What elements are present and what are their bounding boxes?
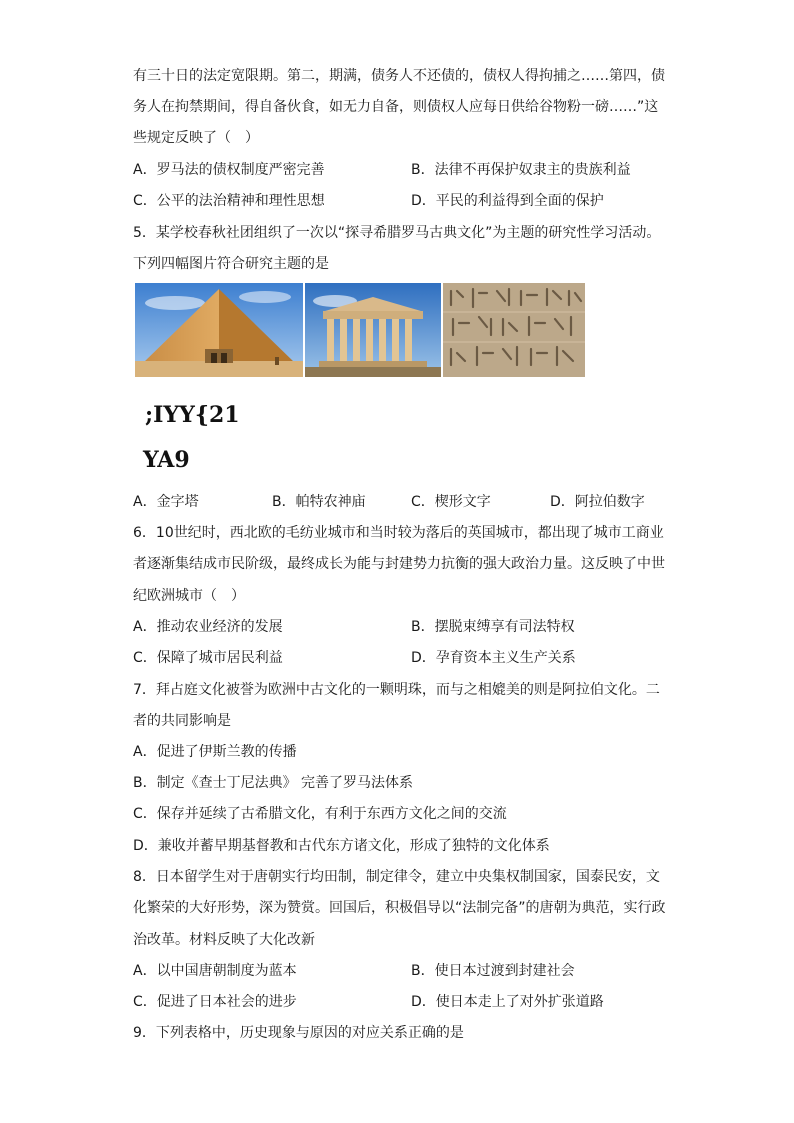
q5-text-line-1: 5．某学校春秋社团组织了一次以“探寻希腊罗马古典文化”为主题的研究性学习活动。 bbox=[133, 225, 661, 241]
q6-option-c: C．保障了城市居民利益 bbox=[133, 650, 283, 666]
q4-option-d: D．平民的利益得到全面的保护 bbox=[411, 193, 604, 209]
q5-option-c: C．楔形文字 bbox=[411, 494, 491, 510]
q5-option-d: D．阿拉伯数字 bbox=[550, 494, 645, 510]
q7-option-a: A．促进了伊斯兰教的传播 bbox=[133, 744, 297, 760]
garbled-ocr-text-1: ;IYY{21 bbox=[145, 402, 240, 428]
q6-text-line-1: 6．10世纪时，西北欧的毛纺业城市和当时较为落后的英国城市，都出现了城市工商业 bbox=[133, 525, 664, 541]
q7-option-d: D．兼收并蓄早期基督教和古代东方诸文化，形成了独特的文化体系 bbox=[133, 838, 550, 854]
q8-option-c: C．促进了日本社会的进步 bbox=[133, 994, 297, 1010]
q6-text-line-3: 纪欧洲城市（ ） bbox=[133, 588, 245, 604]
q4-text-line-1: 有三十日的法定宽限期。第二，期满，债务人不还债的，债权人得拘捕之……第四，债 bbox=[133, 68, 665, 84]
cuneiform-image bbox=[443, 283, 585, 377]
q6-option-a: A．推动农业经济的发展 bbox=[133, 619, 283, 635]
q5-text-line-2: 下列四幅图片符合研究主题的是 bbox=[133, 256, 329, 272]
q7-option-c: C．保存并延续了古希腊文化，有利于东西方文化之间的交流 bbox=[133, 806, 507, 822]
q7-text-line-2: 者的共同影响是 bbox=[133, 713, 231, 729]
q6-text-line-2: 者逐渐集结成市民阶级，最终成长为能与封建势力抗衡的强大政治力量。这反映了中世 bbox=[133, 556, 665, 572]
q8-option-b: B．使日本过渡到封建社会 bbox=[411, 963, 575, 979]
q8-option-a: A．以中国唐朝制度为蓝本 bbox=[133, 963, 297, 979]
q9-text-line-1: 9．下列表格中，历史现象与原因的对应关系正确的是 bbox=[133, 1025, 464, 1041]
q6-option-b: B．摆脱束缚享有司法特权 bbox=[411, 619, 575, 635]
pyramid-image bbox=[135, 283, 303, 377]
parthenon-image bbox=[305, 283, 441, 377]
q6-option-d: D．孕育资本主义生产关系 bbox=[411, 650, 576, 666]
q8-option-d: D．使日本走上了对外扩张道路 bbox=[411, 994, 604, 1010]
q5-option-b: B．帕特农神庙 bbox=[272, 494, 366, 510]
q8-text-line-1: 8．日本留学生对于唐朝实行均田制，制定律令，建立中央集权制国家，国泰民安，文 bbox=[133, 869, 660, 885]
q7-text-line-1: 7．拜占庭文化被誉为欧洲中古文化的一颗明珠，而与之相媲美的则是阿拉伯文化。二 bbox=[133, 682, 660, 698]
q4-text-line-2: 务人在拘禁期间，得自备伙食，如无力自备，则债权人应每日供给谷物粉一磅……”这 bbox=[133, 99, 659, 115]
q7-option-b: B．制定《查士丁尼法典》 完善了罗马法体系 bbox=[133, 775, 414, 791]
garbled-ocr-text-2: YA9 bbox=[143, 447, 190, 473]
q4-option-a: A．罗马法的债权制度严密完善 bbox=[133, 162, 325, 178]
q5-option-a: A．金字塔 bbox=[133, 494, 199, 510]
q4-text-line-3: 些规定反映了（ ） bbox=[133, 130, 259, 146]
q4-option-b: B．法律不再保护奴隶主的贵族利益 bbox=[411, 162, 631, 178]
q8-text-line-2: 化繁荣的大好形势，深为赞赏。回国后，积极倡导以“法制完备”的唐朝为典范，实行政 bbox=[133, 900, 666, 916]
q8-text-line-3: 治改革。材料反映了大化改新 bbox=[133, 932, 315, 948]
q4-option-c: C．公平的法治精神和理性思想 bbox=[133, 193, 325, 209]
